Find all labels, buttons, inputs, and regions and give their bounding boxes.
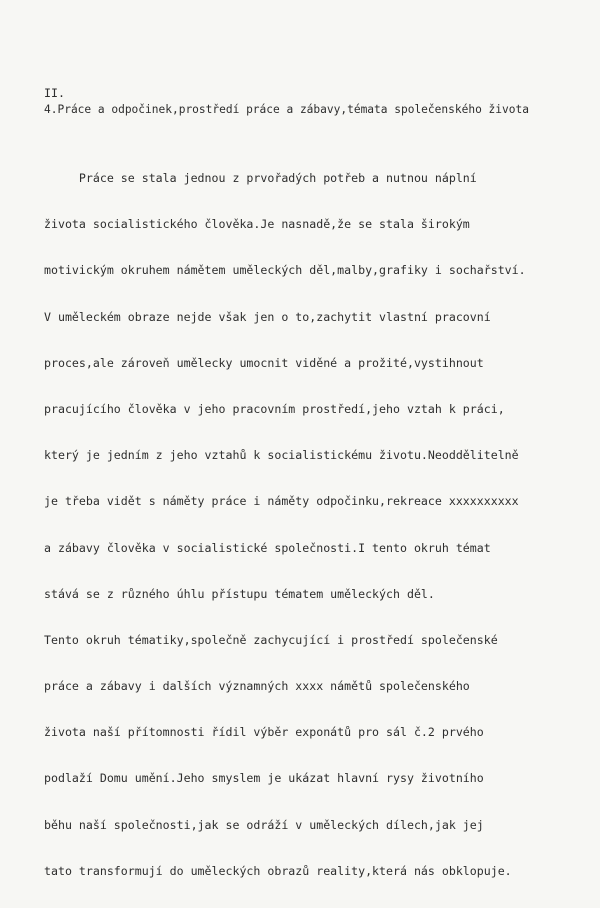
text-line: podlaží Domu umění.Jeho smyslem je ukázat hlavní rysy životního: [44, 771, 484, 786]
text-line: práce a zábavy i dalších významných xxxx námětů společenského: [44, 679, 470, 694]
document-heading: 4.Práce a odpočinek,prostředí práce a zábavy,témata společenského života: [44, 103, 529, 116]
text-line: který je jedním z jeho vztahů k socialistickému životu.Neoddělitelně: [44, 448, 519, 463]
text-line: V uměleckém obraze nejde však jen o to,zachytit vlastní pracovní: [44, 309, 491, 324]
text-line: života socialistického člověka.Je nasnadě,že se stala širokým: [44, 217, 470, 232]
body-paragraph: [44, 141, 526, 908]
section-number: II.: [44, 86, 65, 100]
text-line: běhu naší společnosti,jak se odráží v uměleckých dílech,jak jej: [44, 817, 484, 832]
text-line: Práce se stala jednou z prvořadých potřeb a nutnou náplní: [44, 171, 477, 185]
text-line: stává se z různého úhlu přístupu tématem uměleckých děl.: [44, 586, 435, 601]
text-line: pracujícího člověka v jeho pracovním prostředí,jeho vztah k práci,: [44, 401, 505, 416]
text-line: motivickým okruhem námětem uměleckých děl,malby,grafiky i sochařství.: [44, 263, 526, 278]
text-line: života naší přítomnosti řídil výběr exponátů pro sál č.2 prvého: [44, 725, 484, 740]
text-line: a zábavy člověka v socialistické společnosti.I tento okruh témat: [44, 540, 491, 555]
text-line: proces,ale zároveň umělecky umocnit viděné a prožité,vystihnout: [44, 355, 484, 370]
text-line: Tento okruh tématiky,společně zachycující i prostředí společenské: [44, 632, 498, 647]
text-line: tato transformují do uměleckých obrazů reality,která nás obklopuje.: [44, 863, 512, 878]
text-line: je třeba vidět s náměty práce i náměty odpočinku,rekreace xxxxxxxxxx: [44, 494, 519, 509]
